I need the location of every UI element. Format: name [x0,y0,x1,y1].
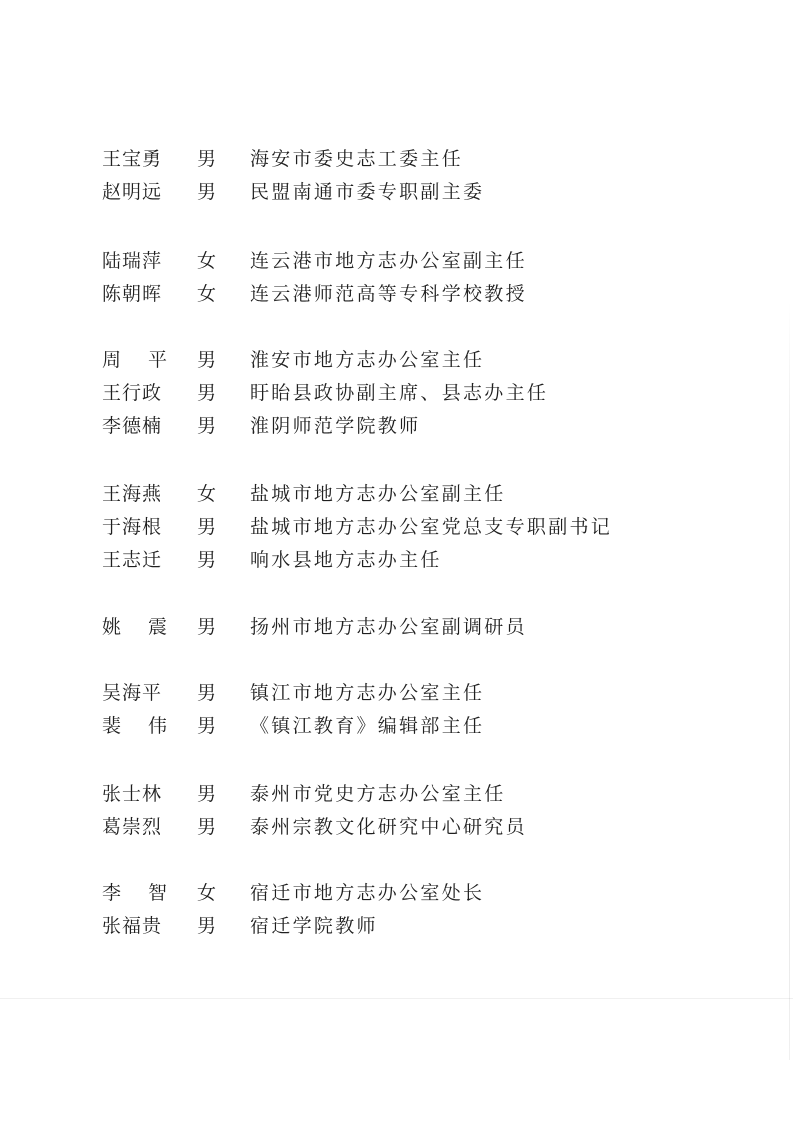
list-item [0,279,793,309]
member-name-char: 智 [148,882,168,904]
member-name: 赵明远 [102,181,163,203]
member-gender: 男 [197,148,217,170]
member-gender: 男 [197,382,217,404]
member-name: 王行政 [102,382,163,404]
member-gender: 男 [197,616,217,638]
member-title: 盱眙县政协副主席、县志办主任 [250,382,549,404]
member-title: 连云港市地方志办公室副主任 [250,250,527,272]
member-name [102,878,174,908]
member-name-char: 李 [102,882,122,904]
member-gender: 男 [197,783,217,805]
member-gender: 女 [197,882,217,904]
member-name: 王宝勇 [102,148,163,170]
list-item [0,512,793,542]
scan-bottom-line [0,998,793,999]
member-name-char: 平 [148,349,168,371]
member-title: 淮安市地方志办公室主任 [250,349,485,371]
member-name: 王海燕 [102,483,163,505]
member-gender: 男 [197,415,217,437]
member-name: 陆瑞萍 [102,250,163,272]
member-gender: 女 [197,283,217,305]
member-name: 张士林 [102,783,163,805]
member-name-char: 周 [102,349,122,371]
member-gender: 女 [197,250,217,272]
member-gender: 女 [197,483,217,505]
member-name [102,711,174,741]
member-title: 泰州宗教文化研究中心研究员 [250,816,527,838]
list-item [0,711,793,741]
member-name-char: 伟 [148,715,168,737]
list-item [0,812,793,842]
list-item [0,411,793,441]
member-title: 宿迁学院教师 [250,915,378,937]
member-name [102,345,174,375]
member-title: 淮阴师范学院教师 [250,415,421,437]
list-item [0,545,793,575]
member-gender: 男 [197,549,217,571]
member-gender: 男 [197,715,217,737]
member-name: 陈朝晖 [102,283,163,305]
member-name: 李德楠 [102,415,163,437]
member-title: 扬州市地方志办公室副调研员 [250,616,527,638]
member-name: 吴海平 [102,682,163,704]
member-gender: 男 [197,181,217,203]
member-title: 盐城市地方志办公室党总支专职副书记 [250,516,613,538]
member-title: 镇江市地方志办公室主任 [250,682,485,704]
member-title: 宿迁市地方志办公室处长 [250,882,485,904]
list-item [0,144,793,174]
member-gender: 男 [197,682,217,704]
list-item [0,779,793,809]
member-name: 王志迁 [102,549,163,571]
member-title: 泰州市党史方志办公室主任 [250,783,506,805]
list-item [0,177,793,207]
member-name [102,612,174,642]
member-name-char: 姚 [102,616,122,638]
member-gender: 男 [197,915,217,937]
list-item [0,612,793,642]
list-item [0,878,793,908]
member-title: 《镇江教育》编辑部主任 [250,715,485,737]
list-item [0,479,793,509]
member-title: 民盟南通市委专职副主委 [250,181,485,203]
member-title: 连云港师范高等专科学校教授 [250,283,527,305]
member-gender: 男 [197,516,217,538]
member-name: 葛崇烈 [102,816,163,838]
list-item [0,911,793,941]
list-item [0,345,793,375]
member-name-char: 裴 [102,715,122,737]
member-gender: 男 [197,349,217,371]
list-item [0,246,793,276]
member-title: 响水县地方志办主任 [250,549,442,571]
list-item [0,378,793,408]
member-title: 海安市委史志工委主任 [250,148,464,170]
list-item [0,678,793,708]
member-gender: 男 [197,816,217,838]
member-name: 张福贵 [102,915,163,937]
member-title: 盐城市地方志办公室副主任 [250,483,506,505]
member-name-char: 震 [148,616,168,638]
member-name: 于海根 [102,516,163,538]
